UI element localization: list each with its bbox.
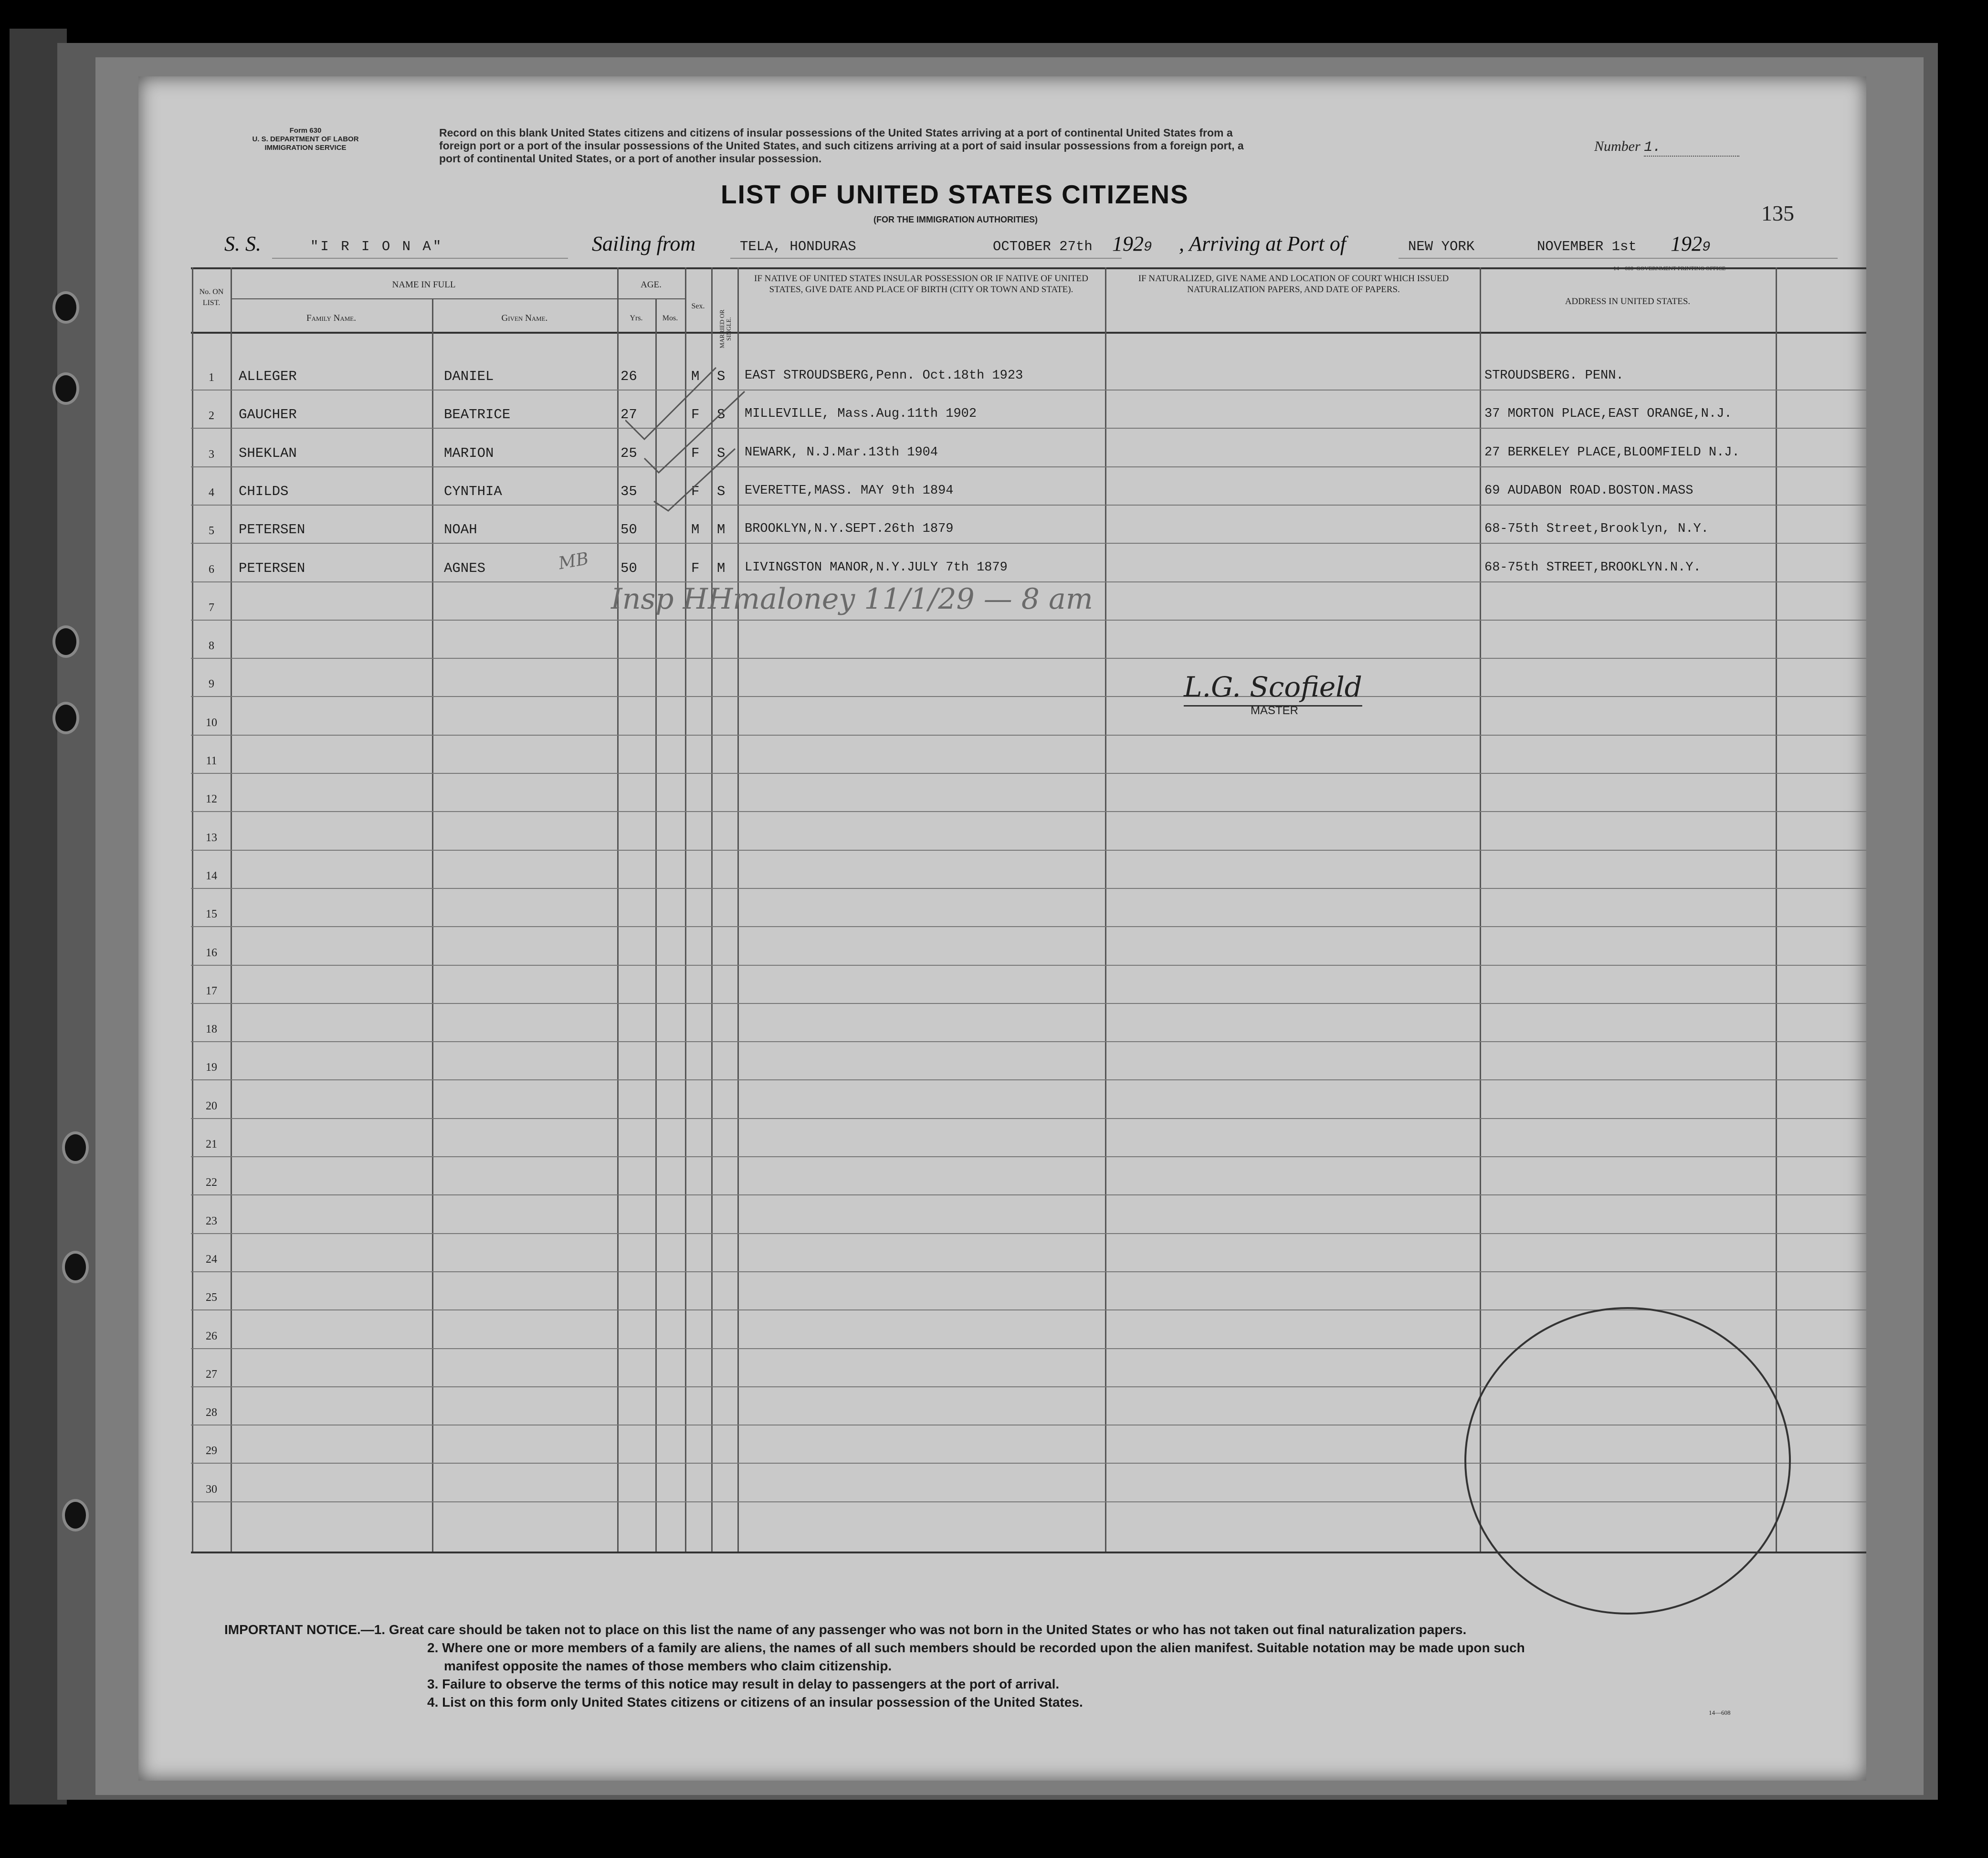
row-rule xyxy=(191,735,1866,736)
birth-place-date: MILLEVILLE, Mass.Aug.11th 1902 xyxy=(745,407,977,422)
row-rule xyxy=(191,1118,1866,1119)
row-number: 14 xyxy=(206,869,217,882)
us-address: 69 AUDABON ROAD.BOSTON.MASS xyxy=(1484,483,1693,498)
record-line: port of continental United States, or a port of another insular possession. xyxy=(439,152,822,165)
row-number: 21 xyxy=(206,1138,217,1151)
row-rule xyxy=(191,543,1866,544)
row-rule xyxy=(191,926,1866,927)
family-name: PETERSEN xyxy=(239,522,305,538)
row-number: 20 xyxy=(206,1099,217,1112)
marital-status: S xyxy=(717,407,726,423)
row-number: 29 xyxy=(206,1445,217,1457)
sex: M xyxy=(691,369,700,384)
given-name: MARION xyxy=(444,445,494,461)
record-line: foreign port or a port of the insular possessions of the United States, and such citizens arriving at a port of said insular possessions from a foreign port, a xyxy=(439,139,1244,152)
given-name: AGNES xyxy=(444,560,486,576)
sailing-date: OCTOBER 27th xyxy=(993,239,1093,254)
age-years: 26 xyxy=(621,369,637,384)
notice-line-1 xyxy=(224,1621,1525,1639)
row-number: 24 xyxy=(206,1253,217,1266)
ss-label: S. S. xyxy=(224,232,261,255)
number-field xyxy=(1594,138,1739,157)
row-number: 28 xyxy=(206,1406,217,1419)
col-address: ADDRESS IN UNITED STATES. xyxy=(1565,296,1691,306)
row-number: 23 xyxy=(206,1214,217,1227)
row-number: 2 xyxy=(209,410,214,422)
col-yrs: Yrs. xyxy=(630,314,643,322)
family-name: ALLEGER xyxy=(239,369,297,384)
row-rule xyxy=(191,466,1866,467)
us-address: 68-75th STREET,BROOKLYN.N.Y. xyxy=(1484,560,1701,575)
sailing-year xyxy=(1112,232,1152,256)
birth-place-date: NEWARK, N.J.Mar.13th 1904 xyxy=(745,445,938,460)
age-years: 35 xyxy=(621,483,637,499)
notice-item-1: —1. Great care should be taken not to place on this list the name of any passenger who was not born in the United States or who has not taken out final naturalization papers. xyxy=(360,1622,1467,1637)
row-number: 9 xyxy=(209,678,214,691)
row-number: 10 xyxy=(206,716,217,729)
signature-title: MASTER xyxy=(1251,704,1299,717)
row-number: 1 xyxy=(209,371,214,384)
age-years: 50 xyxy=(621,522,637,538)
family-name: GAUCHER xyxy=(239,407,297,423)
col-birth: IF NATIVE OF UNITED STATES INSULAR POSSESSION OR IF NATIVE OF UNITED STATES, GIVE DATE AND PLACE OF BIRTH (CITY OR TOWN AND STATE). xyxy=(754,274,1088,295)
birth-place-date: EAST STROUDSBERG,Penn. Oct.18th 1923 xyxy=(745,369,1023,383)
arriving-rule xyxy=(1399,258,1838,259)
stamp-circle xyxy=(1456,1298,1799,1623)
row-number: 18 xyxy=(206,1023,217,1036)
record-instructions xyxy=(439,127,1244,165)
col-sex: Sex. xyxy=(691,302,705,310)
row-rule xyxy=(191,888,1866,889)
margin-note: MB xyxy=(557,549,590,574)
age-years: 27 xyxy=(621,407,637,423)
col-name-in-full: NAME IN FULL xyxy=(392,280,456,290)
row-number: 12 xyxy=(206,793,217,806)
row-number: 19 xyxy=(206,1061,217,1074)
row-rule xyxy=(191,1003,1866,1004)
col-rule xyxy=(617,267,619,1552)
col-no: No. ON LIST. xyxy=(199,288,224,307)
row-number: 8 xyxy=(209,640,214,653)
sex: F xyxy=(691,483,700,499)
family-name: CHILDS xyxy=(239,483,289,499)
row-number: 13 xyxy=(206,831,217,844)
notice-label: IMPORTANT NOTICE. xyxy=(224,1622,361,1637)
ship-line xyxy=(224,232,261,256)
sex: F xyxy=(691,407,700,423)
inspection-note: Insp HHmaloney 11/1/29 — 8 am xyxy=(611,582,1093,616)
family-name: SHEKLAN xyxy=(239,445,297,461)
arriving-port: NEW YORK xyxy=(1408,239,1475,254)
row-rule xyxy=(191,620,1866,621)
row-rule xyxy=(191,1041,1866,1042)
given-name: BEATRICE xyxy=(444,407,511,423)
manifest-sheet xyxy=(138,76,1866,1781)
row-rule xyxy=(191,428,1866,429)
record-line: Record on this blank United States citizens and citizens of insular possessions of the United States arriving at a port of continental United States from a xyxy=(439,127,1233,139)
col-rule xyxy=(432,298,433,1552)
col-rule xyxy=(192,267,193,1552)
page-number: 135 xyxy=(1761,201,1794,225)
page-subtitle: (FOR THE IMMIGRATION AUTHORITIES) xyxy=(873,215,1038,224)
binder-hole-icon xyxy=(53,372,79,405)
given-name: CYNTHIA xyxy=(444,483,502,499)
row-number: 22 xyxy=(206,1176,217,1189)
us-address: 68-75th Street,Brooklyn, N.Y. xyxy=(1484,522,1709,537)
row-number: 26 xyxy=(206,1330,217,1342)
marital-status: S xyxy=(717,445,726,461)
col-married: MARRIED OR SINGLE. xyxy=(718,309,732,348)
table-header-rule xyxy=(191,332,1866,334)
arriving-year-digit: 9 xyxy=(1702,239,1711,255)
sailing-label: Sailing from xyxy=(592,232,696,255)
number-label: Number xyxy=(1594,138,1641,154)
given-name: DANIEL xyxy=(444,369,494,384)
row-rule xyxy=(191,390,1866,391)
row-rule xyxy=(191,1194,1866,1195)
arriving-label: , Arriving at Port of xyxy=(1179,232,1346,255)
sailing-rule xyxy=(730,258,1122,259)
birth-place-date: LIVINGSTON MANOR,N.Y.JULY 7th 1879 xyxy=(745,560,1008,575)
sex: M xyxy=(691,522,700,538)
row-number: 30 xyxy=(206,1483,217,1496)
binder-hole-icon xyxy=(62,1499,89,1531)
year-prefix: 192 xyxy=(1671,232,1702,255)
binder-hole-icon xyxy=(53,702,79,734)
notice-item-2b: manifest opposite the names of those members who claim citizenship. xyxy=(444,1658,892,1673)
row-number: 16 xyxy=(206,946,217,959)
row-rule xyxy=(191,1233,1866,1234)
sailing-from: TELA, HONDURAS xyxy=(740,239,856,254)
row-rule xyxy=(191,505,1866,506)
age-years: 50 xyxy=(621,560,637,576)
master-signature: L.G. Scofield xyxy=(1184,671,1362,707)
row-number: 15 xyxy=(206,908,217,921)
ship-name: "I R I O N A" xyxy=(310,239,443,254)
age-years: 25 xyxy=(621,445,637,461)
col-naturalized: IF NATURALIZED, GIVE NAME AND LOCATION OF COURT WHICH ISSUED NATURALIZATION PAPERS, AND DATE OF PAPERS. xyxy=(1138,274,1449,295)
us-address: 37 MORTON PLACE,EAST ORANGE,N.J. xyxy=(1484,407,1732,422)
row-rule xyxy=(191,1079,1866,1080)
binder-hole-icon xyxy=(53,291,79,324)
form-number: Form 630 xyxy=(289,127,322,135)
marital-status: S xyxy=(717,483,726,499)
service: IMMIGRATION SERVICE xyxy=(264,144,347,152)
col-given-name: Given Name. xyxy=(501,313,548,323)
sailing-year-digit: 9 xyxy=(1144,239,1152,255)
page-title: LIST OF UNITED STATES CITIZENS xyxy=(721,179,1189,209)
sex: F xyxy=(691,445,700,461)
us-address: 27 BERKELEY PLACE,BLOOMFIELD N.J. xyxy=(1484,445,1740,460)
row-rule xyxy=(191,773,1866,774)
binder-hole-icon xyxy=(53,625,79,658)
row-number: 11 xyxy=(206,755,217,767)
col-rule xyxy=(231,267,232,1552)
row-number: 25 xyxy=(206,1291,217,1304)
row-number: 7 xyxy=(209,601,214,614)
row-rule xyxy=(191,811,1866,812)
row-number: 3 xyxy=(209,448,214,461)
row-rule xyxy=(191,658,1866,659)
name-subheader-rule xyxy=(231,298,617,299)
number-value: 1. xyxy=(1644,139,1739,157)
year-prefix: 192 xyxy=(1112,232,1144,255)
notice-item-4: 4. List on this form only United States citizens or citizens of an insular possession of the United States. xyxy=(427,1695,1083,1710)
row-rule xyxy=(191,965,1866,966)
row-number: 27 xyxy=(206,1368,217,1381)
row-rule xyxy=(191,850,1866,851)
binder-hole-icon xyxy=(62,1251,89,1283)
age-subheader-rule xyxy=(617,298,685,299)
sex: F xyxy=(691,560,700,576)
row-rule xyxy=(191,1156,1866,1157)
row-number: 6 xyxy=(209,563,214,576)
marital-status: M xyxy=(717,560,726,576)
us-address: STROUDSBERG. PENN. xyxy=(1484,369,1624,383)
table-top-rule xyxy=(191,267,1866,269)
notice-item-3: 3. Failure to observe the terms of this notice may result in delay to passengers at the port of arrival. xyxy=(427,1677,1060,1691)
col-rule xyxy=(1105,267,1106,1552)
birth-place-date: EVERETTE,MASS. MAY 9th 1894 xyxy=(745,483,954,498)
row-rule xyxy=(191,696,1866,697)
family-name: PETERSEN xyxy=(239,560,305,576)
marital-status: M xyxy=(717,522,726,538)
check-marks xyxy=(625,353,768,535)
row-number: 17 xyxy=(206,984,217,997)
important-notice xyxy=(224,1621,1525,1711)
arriving-year xyxy=(1671,232,1710,256)
row-rule xyxy=(191,1271,1866,1272)
marital-status: S xyxy=(717,369,726,384)
department: U. S. DEPARTMENT OF LABOR xyxy=(252,135,359,143)
birth-place-date: BROOKLYN,N.Y.SEPT.26th 1879 xyxy=(745,522,954,537)
footer-code: 14—608 xyxy=(1709,1709,1731,1716)
col-mos: Mos. xyxy=(662,314,678,322)
col-family-name: Family Name. xyxy=(306,313,356,323)
arriving-date: NOVEMBER 1st xyxy=(1537,239,1637,254)
row-number: 5 xyxy=(209,525,214,538)
notice-item-2: 2. Where one or more members of a family are aliens, the names of all such members should be recorded upon the alien manifest. Suitable notation may be made upon such xyxy=(427,1640,1525,1655)
binder-hole-icon xyxy=(62,1131,89,1164)
col-age: AGE. xyxy=(641,280,662,290)
given-name: NOAH xyxy=(444,522,477,538)
form-header xyxy=(234,127,377,152)
row-number: 4 xyxy=(209,486,214,499)
ship-name-rule xyxy=(272,258,568,259)
